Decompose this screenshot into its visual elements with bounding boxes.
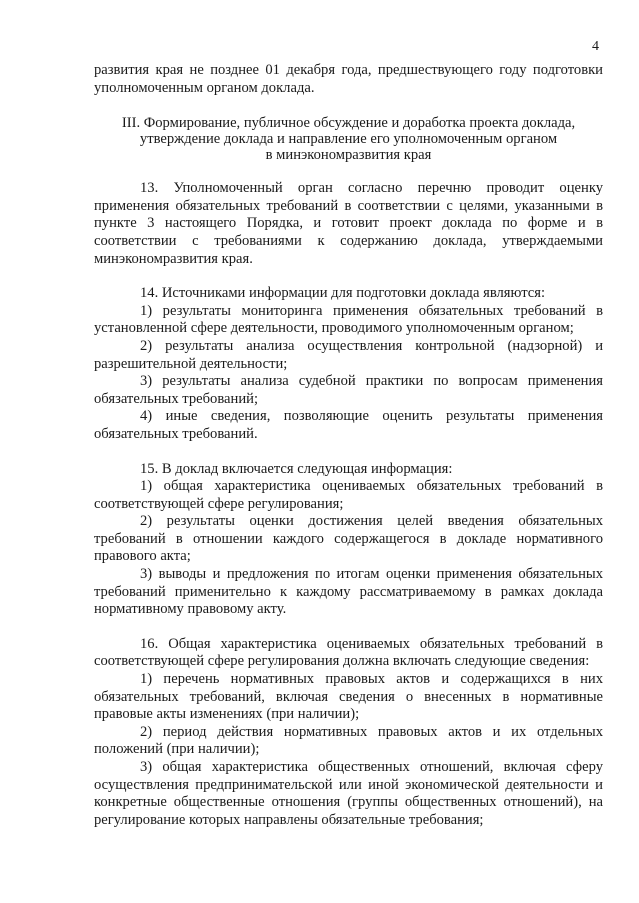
paragraph-14-lead: 14. Источниками информации для подготовки доклада являются:: [140, 285, 546, 302]
paragraph-16-item-2: 2) период действия нормативных правовых актов и их отдельных положений (при наличии);: [94, 723, 603, 758]
paragraph-13: 13. Уполномоченный орган согласно перечню проводит оценку применения обязательных требований в соответствии с целями, указанными в пункте 3 настоящего Порядка, и готовит проект доклада по форме и в соответствии с требованиями к содержанию доклада, утверждаемыми минэкономразвития края.: [94, 180, 603, 267]
paragraph-15-lead: 15. В доклад включается следующая информация:: [140, 460, 453, 477]
page-number: 4: [592, 39, 599, 54]
paragraph-15-item-1: 1) общая характеристика оцениваемых обязательных требований в соответствующей сфере регулирования;: [94, 478, 603, 512]
section-heading-line-1: III. Формирование, публичное обсуждение и доработка проекта доклада,: [121, 115, 576, 132]
paragraph-16-item-1: 1) перечень нормативных правовых актов и содержащихся в них обязательных требований, включая сведения о внесенных в нормативные правовые акты изменениях (при наличии);: [94, 671, 603, 723]
section-heading-line-2: утверждение доклада и направление его уполномоченным органом: [139, 131, 558, 148]
paragraph-14-item-2: 2) результаты анализа осуществления контрольной (надзорной) и разрешительной деятельности;: [94, 337, 603, 372]
paragraph-14-item-4: 4) иные сведения, позволяющие оценить результаты применения обязательных требований.: [94, 408, 603, 442]
intro-paragraph: развития края не позднее 01 декабря года, предшествующего году подготовки уполномоченным органом доклада.: [94, 62, 603, 96]
paragraph-14-item-1: 1) результаты мониторинга применения обязательных требований в установленной сфере деятельности, проводимого уполномоченным органом;: [94, 302, 603, 337]
paragraph-14-item-3: 3) результаты анализа судебной практики по вопросам применения обязательных требований;: [94, 373, 603, 407]
paragraph-15-item-3: 3) выводы и предложения по итогам оценки применения обязательных требований применительно к каждому рассматриваемому в рамках доклада нормативному правовому акту.: [94, 566, 603, 618]
paragraph-16-item-3: 3) общая характеристика общественных отношений, включая сферу осуществления предпринимательской или иной экономической деятельности и конкретные общественные отношения (группы общественных отношений), на регулирование которых направлены обязательные требования;: [94, 759, 603, 828]
paragraph-16-lead: 16. Общая характеристика оцениваемых обязательных требований в соответствующей сфере регулирования должна включать следующие сведения:: [94, 635, 603, 670]
document-body: [94, 62, 603, 829]
paragraph-15-item-2: 2) результаты оценки достижения целей введения обязательных требований в отношении каждого содержащегося в докладе нормативного правового акта;: [94, 513, 603, 565]
section-heading-line-3: в минэкономразвития края: [265, 147, 432, 164]
section-heading: [94, 115, 603, 163]
